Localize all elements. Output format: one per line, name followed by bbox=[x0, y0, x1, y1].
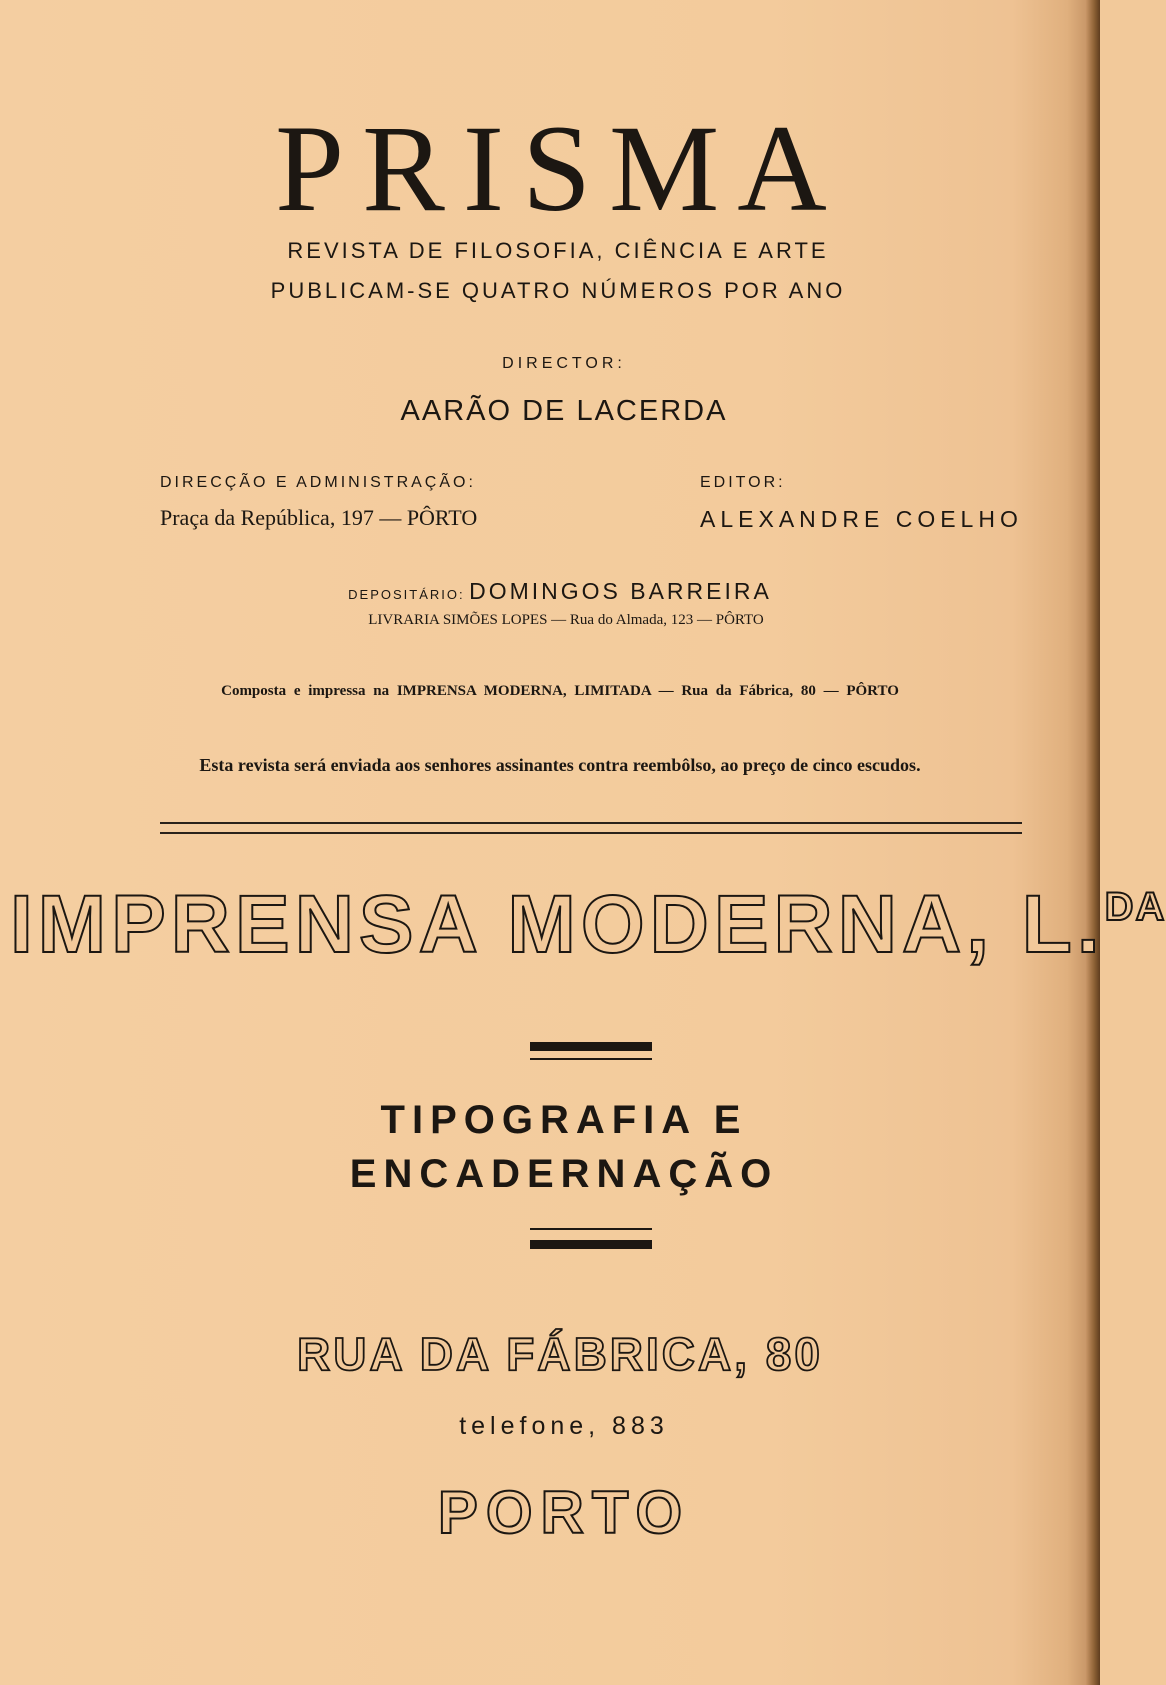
magazine-subtitle: REVISTA DE FILOSOFIA, CIÊNCIA E ARTE bbox=[287, 238, 829, 263]
editor-label: EDITOR: bbox=[700, 474, 786, 491]
company-name-text: IMPRENSA MODERNA, L. bbox=[10, 879, 1105, 970]
magazine-title: PRISMA bbox=[275, 100, 845, 237]
printing-note: Composta e impressa na IMPRENSA MODERNA, LIMITADA — Rua da Fábrica, 80 — PÔRTO bbox=[221, 683, 899, 699]
depositary-line bbox=[10, 578, 1110, 605]
ornament-bar bbox=[530, 1240, 652, 1249]
ornament-bar bbox=[530, 1042, 652, 1051]
director-name: AARÃO DE LACERDA bbox=[400, 395, 728, 427]
ornament-bar bbox=[530, 1058, 652, 1060]
advert-company-name bbox=[10, 878, 1166, 972]
depositary-name: DOMINGOS BARREIRA bbox=[469, 578, 772, 604]
publication-frequency: PUBLICAM-SE QUATRO NÚMEROS POR ANO bbox=[270, 278, 846, 303]
advert-services-line-1: TIPOGRAFIA E bbox=[380, 1098, 748, 1142]
administration-label: DIRECÇÃO E ADMINISTRAÇÃO: bbox=[160, 474, 476, 491]
advert-street-address: RUA DA FÁBRICA, 80 bbox=[297, 1328, 823, 1380]
depositary-label: DEPOSITÁRIO: bbox=[348, 587, 465, 602]
advert-phone: telefone, 883 bbox=[459, 1412, 669, 1440]
subscription-note: Esta revista será enviada aos senhores assinantes contra reembôlso, ao preço de cinco escudos. bbox=[199, 755, 921, 775]
depositary-address: LIVRARIA SIMÕES LOPES — Rua do Almada, 123 — PÔRTO bbox=[368, 612, 764, 628]
advert-services-line-2: ENCADERNAÇÃO bbox=[349, 1152, 779, 1196]
advert-city: PORTO bbox=[437, 1479, 691, 1546]
director-label: DIRECTOR: bbox=[502, 355, 626, 372]
ornament-bar bbox=[530, 1228, 652, 1230]
company-suffix: DA bbox=[1104, 885, 1166, 929]
administration-address: Praça da República, 197 — PÔRTO bbox=[160, 505, 478, 530]
editor-name: ALEXANDRE COELHO bbox=[700, 506, 1023, 532]
section-divider bbox=[160, 822, 1022, 834]
